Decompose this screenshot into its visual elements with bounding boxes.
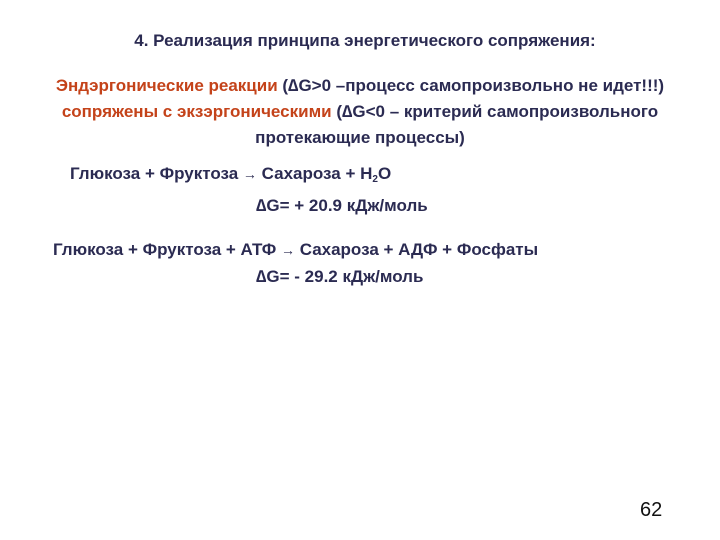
equation-1-delta-g: ∆G= + 20.9 кДж/моль: [256, 196, 428, 215]
exergonic-term: сопряжены с экзэргоническими: [61, 102, 332, 121]
endergonic-explanation: (∆G>0 –процесс самопроизвольно не идет!!!): [277, 76, 665, 95]
equation-1-reactants: Глюкоза + Фруктоза: [70, 164, 239, 183]
reaction-arrow-icon: →: [242, 166, 257, 182]
slide-heading: 4. Реализация принципа энергетического сопряжения:: [134, 31, 596, 50]
page-number: 62: [640, 499, 663, 521]
reaction-arrow-icon: →: [280, 242, 295, 258]
equation-1: [70, 164, 391, 185]
endergonic-term: Эндэргонические реакции: [55, 76, 278, 95]
water-subscript: 2: [372, 174, 378, 185]
coupling-paragraph: [20, 73, 700, 151]
equation-2-products: Сахароза + АДФ + Фосфаты: [299, 240, 539, 259]
equation-1-products: Сахароза + H: [261, 164, 373, 183]
equation-2-delta-g: ∆G= - 29.2 кДж/моль: [256, 267, 424, 286]
equation-2-reactants: Глюкоза + Фруктоза + АТФ: [53, 240, 277, 259]
equation-1-products-end: O: [377, 164, 392, 183]
equation-2: [53, 240, 538, 260]
exergonic-explanation: (∆G<0 – критерий самопроизвольного протекающие процессы): [255, 102, 659, 147]
